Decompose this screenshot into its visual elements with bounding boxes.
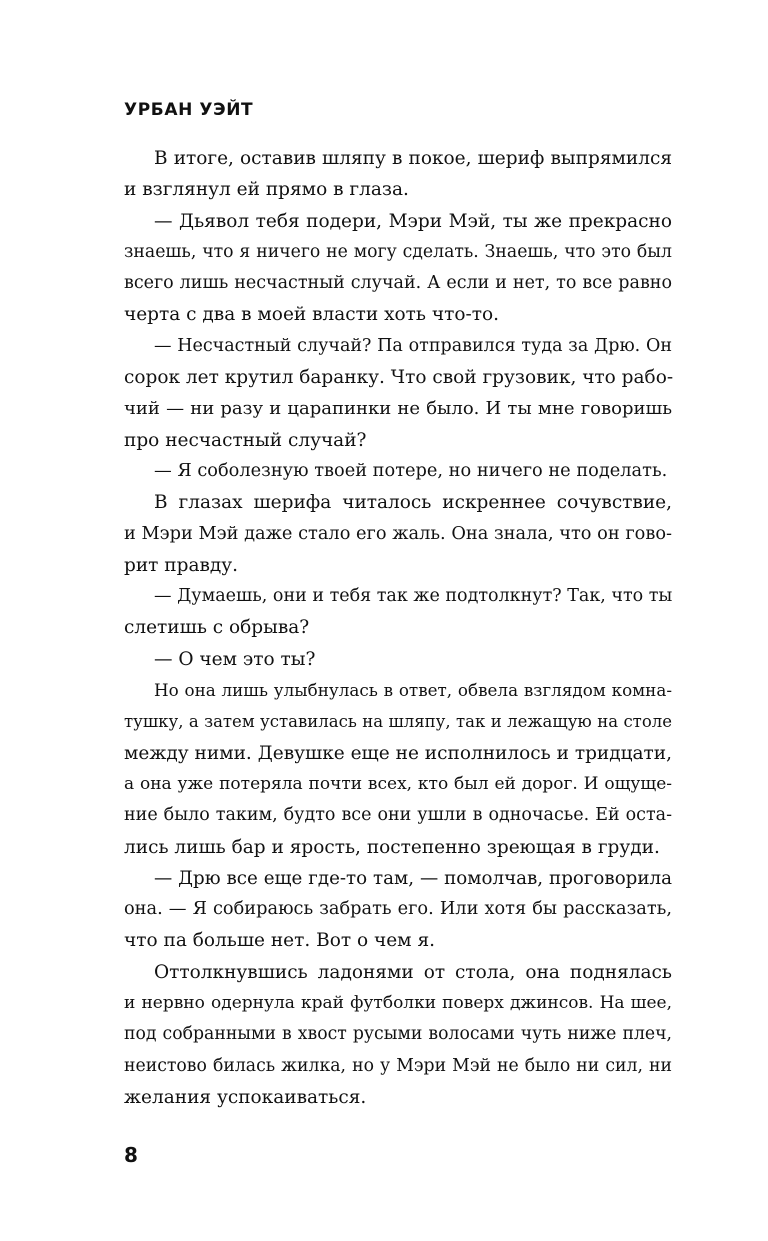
text-line: что па больше нет. Вот о чем я. xyxy=(124,930,435,952)
page-number: 8 xyxy=(124,1143,138,1167)
text-line: и взглянул ей прямо в глаза. xyxy=(124,179,409,201)
paragraph-9 xyxy=(124,863,672,957)
text-line: неистово билась жилка, но у Мэри Мэй не было ни сил, ни xyxy=(124,1055,672,1076)
text-line: и Мэри Мэй даже стало его жаль. Она знала, что он гово- xyxy=(124,523,672,544)
text-line: черта с два в моей власти хоть что-то. xyxy=(124,304,499,326)
paragraph-5 xyxy=(124,487,672,581)
text-line: рит правду. xyxy=(124,554,239,576)
text-line: тушку, а затем уставилась на шляпу, так и лежащую на столе xyxy=(124,712,672,732)
text-line: Но она лишь улыбнулась в ответ, обвела взглядом комна- xyxy=(154,680,672,701)
text-line: желания успокаиваться. xyxy=(124,1086,367,1108)
text-line: про несчастный случай? xyxy=(124,429,367,451)
paragraph-3 xyxy=(124,331,672,456)
text-line: В итоге, оставив шляпу в покое, шериф выпрямился xyxy=(154,148,672,169)
text-line: и нервно одернула край футболки поверх джинсов. На шее, xyxy=(124,993,672,1014)
text-line: — Несчастный случай? Па отправился туда за Дрю. Он xyxy=(154,335,672,356)
body-text xyxy=(124,143,672,1113)
text-line: под собранными в хвост русыми волосами чуть ниже плеч, xyxy=(124,1024,672,1045)
text-line: знаешь, что я ничего не могу сделать. Знаешь, что это был xyxy=(124,241,672,262)
text-line: всего лишь несчастный случай. А если и нет, то все равно xyxy=(124,273,672,294)
paragraph-8 xyxy=(124,675,672,863)
text-line: — Думаешь, они и тебя так же подтолкнут? Так, что ты xyxy=(154,586,673,607)
running-head-author: УРБАН УЭЙТ xyxy=(124,100,254,120)
text-line: В глазах шерифа читалось искреннее сочувствие, xyxy=(154,492,672,514)
text-line: лись лишь бар и ярость, постепенно зреющая в груди. xyxy=(124,836,660,858)
text-line: Оттолкнувшись ладонями от стола, она поднялась xyxy=(154,961,672,983)
text-line: — Дьявол тебя подери, Мэри Мэй, ты же прекрасно xyxy=(154,210,672,232)
text-line: между ними. Девушке еще не исполнилось и тридцати, xyxy=(124,742,672,764)
text-line: ние было таким, будто все они ушли в одночасье. Ей оста- xyxy=(124,805,672,826)
text-line: она. — Я собираюсь забрать его. Или хотя бы рассказать, xyxy=(124,899,672,920)
paragraph-2 xyxy=(124,206,672,331)
text-line: — Дрю все еще где-то там, — помолчав, проговорила xyxy=(154,867,672,889)
paragraph-6 xyxy=(124,581,672,644)
paragraph-10 xyxy=(124,957,672,1113)
paragraph-4 xyxy=(124,456,672,487)
text-line: слетишь с обрыва? xyxy=(124,617,310,639)
paragraph-7 xyxy=(124,644,672,675)
text-line: а она уже потеряла почти всех, кто был ей дорог. И ощуще- xyxy=(124,773,672,794)
text-line: сорок лет крутил баранку. Что свой грузовик, что рабо- xyxy=(124,367,674,389)
paragraph-1 xyxy=(124,143,672,206)
text-line: — Я соболезную твоей потере, но ничего не поделать. xyxy=(154,460,668,481)
text-line: чий — ни разу и царапинки не было. И ты мне говоришь xyxy=(124,398,672,420)
text-line: — О чем это ты? xyxy=(154,648,316,670)
